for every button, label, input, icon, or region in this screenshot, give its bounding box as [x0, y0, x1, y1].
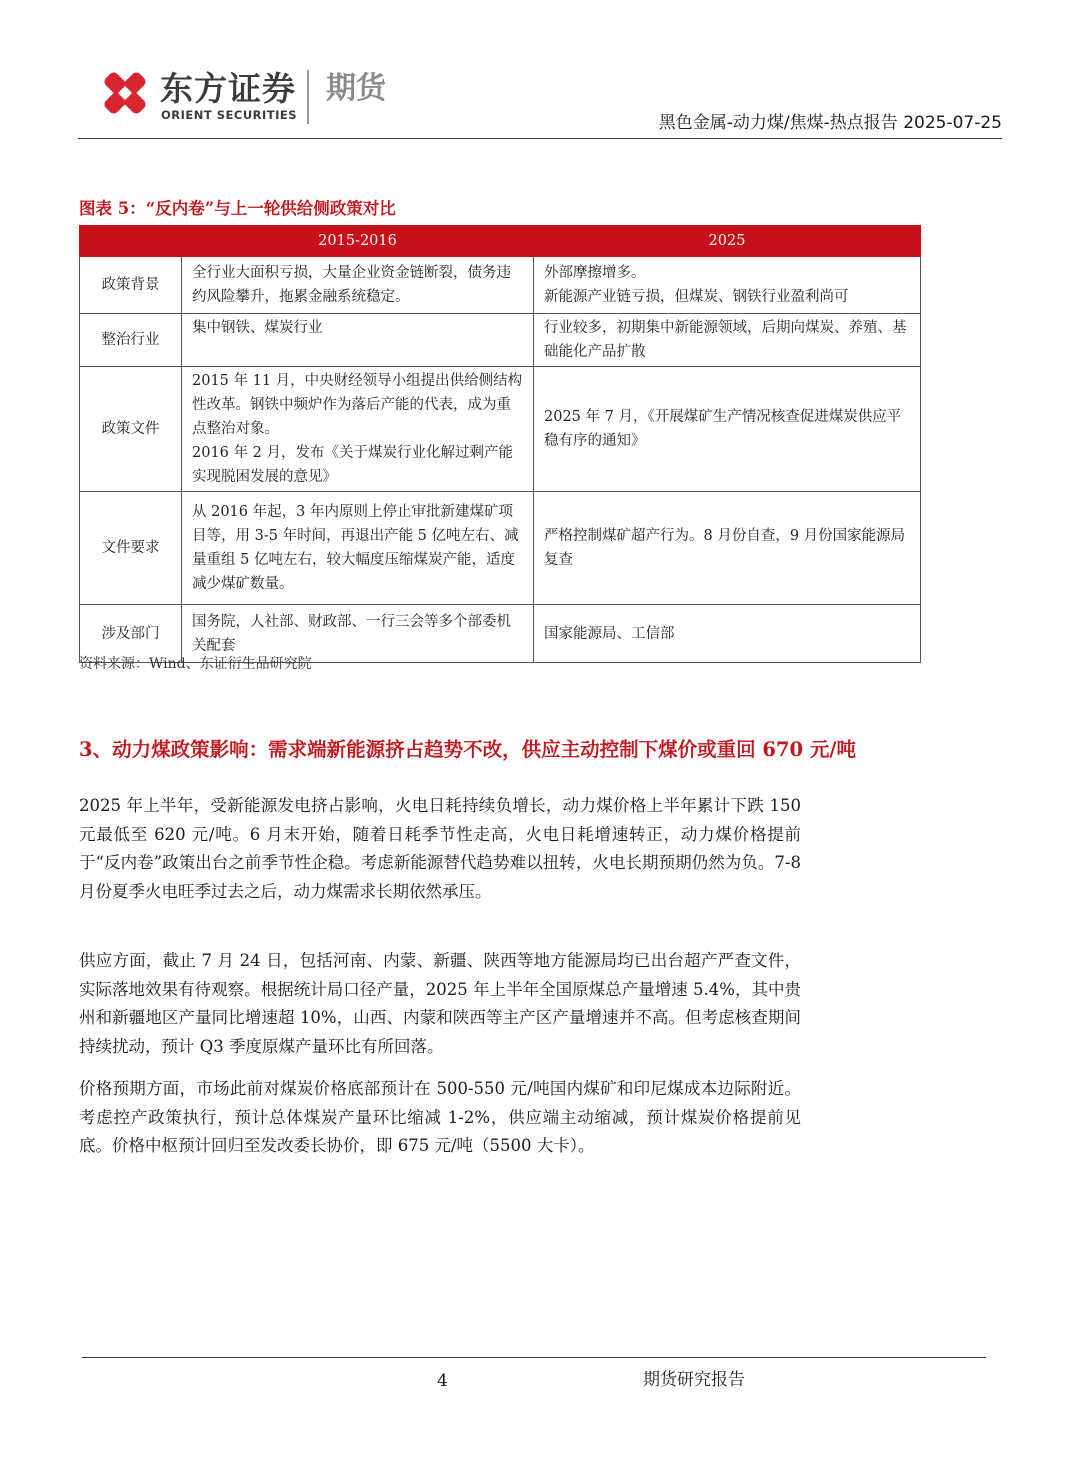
cell-text: 国家能源局、工信部 [544, 625, 675, 642]
cell-2015-2016 [182, 367, 534, 492]
cell-2025 [534, 257, 921, 314]
cell-2015-2016 [182, 257, 534, 314]
cell-2025 [534, 492, 921, 605]
brand-unit-label: 期货 [326, 71, 386, 106]
cell-text: 严格控制煤矿超产行为。8 月份自查，9 月份国家能源局复查 [544, 528, 906, 568]
body-paragraph: 2025 年上半年，受新能源发电挤占影响，火电日耗持续负增长，动力煤价格上半年累计下跌 150 元最低至 620 元/吨。6 月末开始，随着日耗季节性走高，火电日耗增速转正，动力煤价格提前于“反内卷”政策出台之前季节性企稳。考虑新能源替代趋势难以扭转，火电长期预期仍然为负。7-8 月份夏季火电旺季过去之后，动力煤需求长期依然承压。 [79, 796, 801, 901]
cell-text: 2025 年 7 月，《开展煤矿生产情况核查促进煤炭供应平稳有序的通知》 [544, 409, 902, 449]
section-heading: 3、动力煤政策影响：需求端新能源挤占趋势不改，供应主动控制下煤价或重回 670 元/吨 [79, 738, 856, 761]
row-label: 涉及部门 [80, 605, 182, 663]
cell-2015-2016 [182, 492, 534, 605]
body-paragraph: 供应方面，截止 7 月 24 日，包括河南、内蒙、新疆、陕西等地方能源局均已出台超产严查文件，实际落地效果有待观察。根据统计局口径产量，2025 年上半年全国原煤总产量增速 5.4%，其中贵州和新疆地区产量同比增速超 10%，山西、内蒙和陕西等主产区产量增速并不高。但考虑核查期间持续扰动，预计 Q3 季度原煤产量环比有所回落。 [79, 951, 801, 1056]
row-label: 政策背景 [80, 257, 182, 314]
footer-label: 期货研究报告 [643, 1370, 745, 1390]
table-row [80, 605, 921, 663]
cell-text: 外部摩擦增多。 [544, 265, 646, 281]
table-header-cell: 2015-2016 [182, 226, 534, 257]
cell-2025 [534, 314, 921, 367]
cell-2015-2016 [182, 314, 534, 367]
table-row [80, 492, 921, 605]
figure-title: 图表 5：“反内卷”与上一轮供给侧政策对比 [79, 199, 396, 218]
table-row [80, 314, 921, 367]
cell-text: 国务院，人社部、财政部、一行三会等多个部委机关配套 [192, 613, 511, 654]
row-label: 文件要求 [80, 492, 182, 605]
cell-2025 [534, 605, 921, 663]
brand-name-chinese: 东方证券 [160, 69, 296, 108]
report-subtitle: 黑色金属-动力煤/焦煤-热点报告 2025-07-25 [658, 113, 1002, 133]
cell-text: 从 2016 年起，3 年内原则上停止审批新建煤矿项目等，用 3-5 年时间，再退出产能 5 亿吨左右、减量重组 5 亿吨左右，较大幅度压缩煤炭产能，适度减少煤矿数量。 [192, 504, 519, 592]
page-number: 4 [437, 1371, 448, 1391]
orient-securities-logo-icon [98, 66, 152, 120]
cell-text: 行业较多，初期集中新能源领域，后期向煤炭、养殖、基础能化产品扩散 [544, 320, 907, 360]
row-label: 整治行业 [80, 314, 182, 367]
table-header-cell: 2025 [534, 226, 921, 257]
cell-text: 2015 年 11 月，中央财经领导小组提出供给侧结构性改革。钢铁中频炉作为落后产能的代表，成为重点整治对象。 [192, 373, 523, 437]
cell-2025 [534, 367, 921, 492]
table-row [80, 367, 921, 492]
header-divider [78, 138, 1002, 139]
brand-name-english: ORIENT SECURITIES [161, 108, 298, 122]
footer-divider [82, 1357, 986, 1358]
body-paragraph: 价格预期方面，市场此前对煤炭价格底部预计在 500-550 元/吨国内煤矿和印尼煤成本边际附近。考虑控产政策执行，预计总体煤炭产量环比缩减 1-2%，供应端主动缩减，预计煤炭价格提前见底。价格中枢预计回归至发改委长协价，即 675 元/吨（5500 大卡）。 [79, 1079, 801, 1156]
cell-text: 新能源产业链亏损，但煤炭、钢铁行业盈利尚可 [544, 289, 849, 305]
table-header-cell [80, 226, 182, 257]
table-header-row [80, 226, 921, 257]
cell-text: 全行业大面积亏损，大量企业资金链断裂，债务违约风险攀升，拖累金融系统稳定。 [192, 265, 511, 305]
table-row [80, 257, 921, 314]
policy-comparison-table [79, 225, 921, 663]
figure-source-note: 资料来源：Wind、东证衍生品研究院 [79, 656, 312, 672]
row-label: 政策文件 [80, 367, 182, 492]
cell-2015-2016 [182, 605, 534, 663]
brand-divider [307, 70, 309, 124]
cell-text: 集中钢铁、煤炭行业 [192, 320, 323, 336]
cell-text: 2016 年 2 月，发布《关于煤炭行业化解过剩产能实现脱困发展的意见》 [192, 445, 513, 485]
